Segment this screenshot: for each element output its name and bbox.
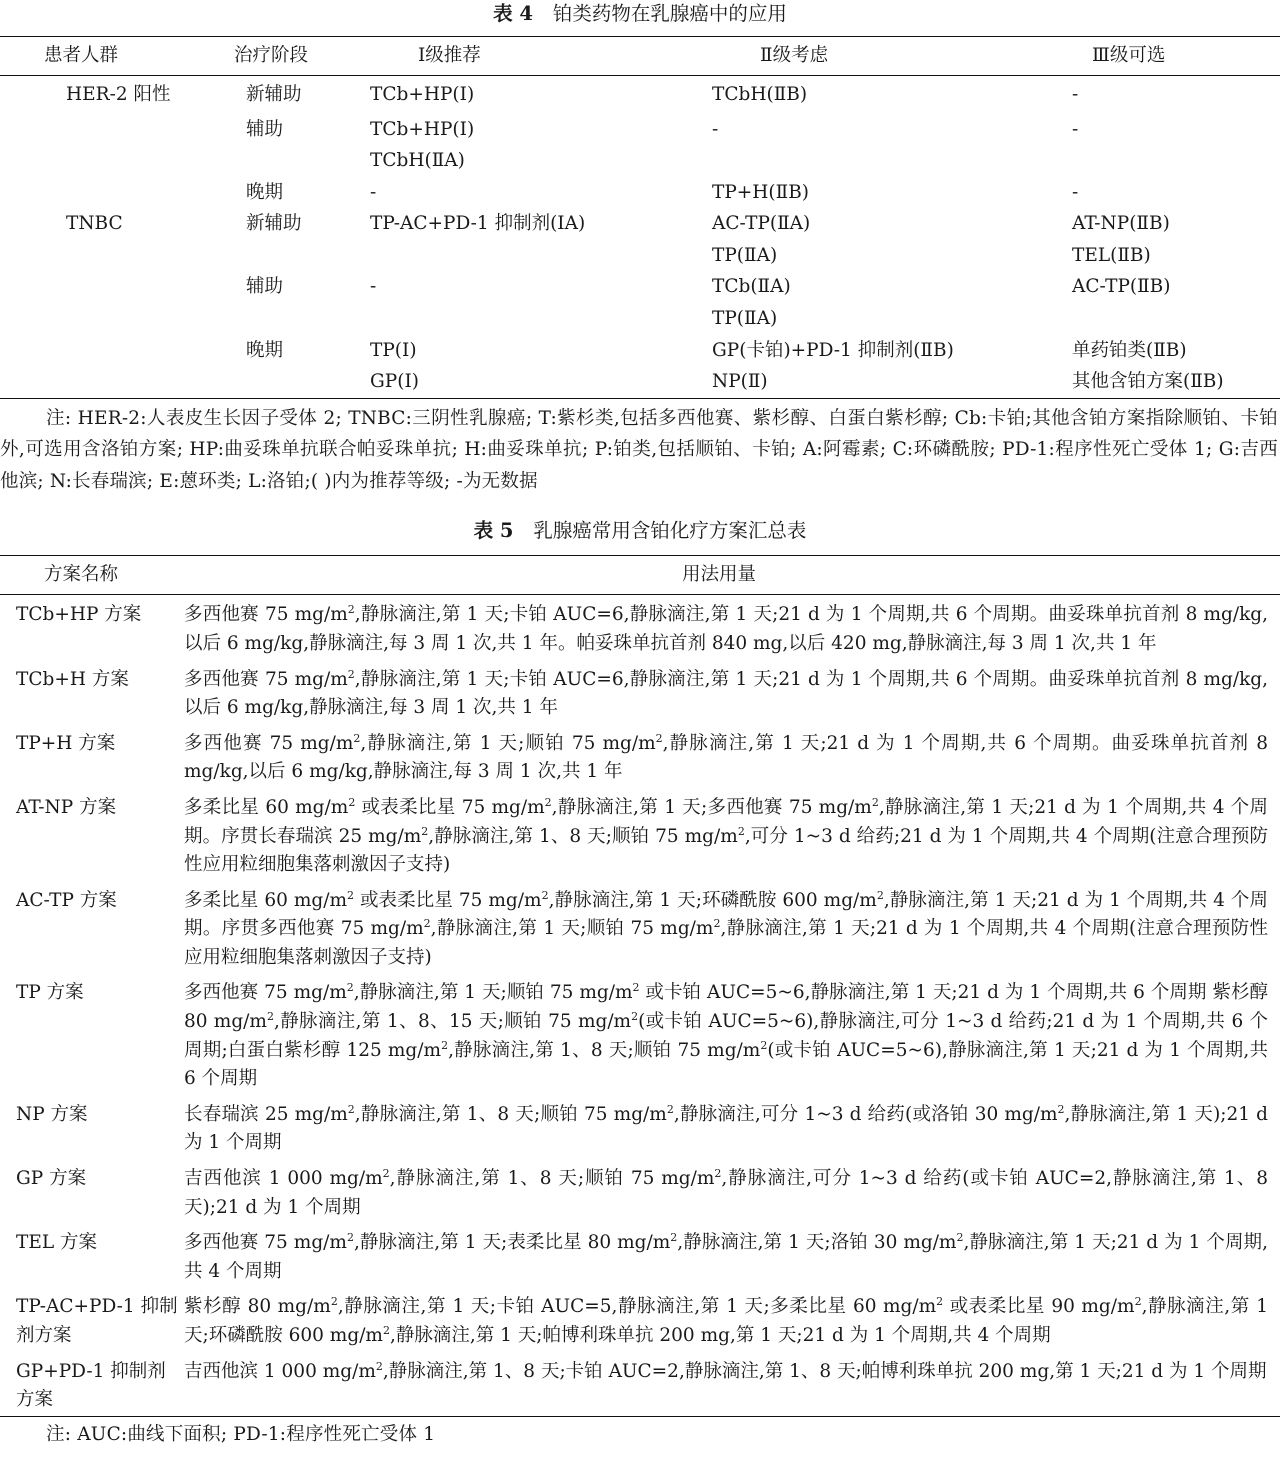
- table-cell: GP(Ⅰ): [370, 371, 419, 393]
- table-cell: TEL(ⅡB): [1072, 244, 1151, 266]
- table-cell: AC-TP(ⅡA): [712, 213, 811, 235]
- table4-note: 注: HER-2:人表皮生长因子受体 2; TNBC:三阴性乳腺癌; T:紫杉类,包括多西他赛、紫杉醇、白蛋白紫杉醇; Cb:卡铂;其他含铂方案指除顺铂、卡铂外,可选用含洛铂方案; HP:曲妥珠单抗联合帕妥珠单抗; H:曲妥珠单抗; P:铂类,包括顺铂、卡铂; A:阿霉素; C:环磷酰胺; PD-1:程序性死亡受体 1; G:吉西他滨; N:长春瑞滨; E:蒽环类; L:洛铂;( )内为推荐等级; -为无数据: [0, 407, 1278, 492]
- table-cell: TCbH(ⅡB): [712, 84, 808, 105]
- regimen-name: TP 方案: [16, 982, 84, 1004]
- regimen-dosage: 多柔比星 60 $mg/m^2$ 或表柔比星 75 $mg/m^2$,静脉滴注,第 1 天;环磷酰胺 600 $mg/m^2$,静脉滴注,第 1 天;21 d 为 1 个周期,共 4 个周期。序贯多西他赛 75 $mg/m^2$,静脉滴注,第 1 天;顺铂 75 $mg/m^2$,静脉滴注,第 1 天;21 d 为 1 个周期,共 4 个周期(注意合理预防性应用粒细胞集落刺激因子支持): [184, 888, 1269, 968]
- table-row: [0, 177, 1280, 209]
- table-cell: TP(ⅡA): [712, 308, 778, 330]
- table-row: [0, 1287, 1280, 1351]
- table5-header-cell: 方案名称: [44, 564, 119, 586]
- table-cell: 辅助: [246, 276, 284, 298]
- table-cell: [32, 177, 222, 209]
- table-cell: [32, 240, 222, 272]
- regimen-name: TCb+H 方案: [16, 668, 129, 690]
- table-row: [0, 595, 1280, 660]
- table4-header-row: [0, 37, 1280, 76]
- table-row: [0, 240, 1280, 272]
- regimen-name: GP+PD-1 抑制剂方案: [16, 1360, 166, 1411]
- regimen-name: TP-AC+PD-1 抑制剂方案: [16, 1296, 178, 1346]
- table-cell: [370, 303, 708, 335]
- table-row: [0, 76, 1280, 114]
- table-cell: AT-NP(ⅡB): [1072, 213, 1170, 235]
- table4-header-cell: Ⅱ级考虑: [760, 45, 829, 66]
- table-row: [0, 1095, 1280, 1159]
- table-cell: GP(卡铂)+PD-1 抑制剂(ⅡB): [712, 339, 954, 361]
- regimen-dosage: 多柔比星 60 $mg/m^2$ 或表柔比星 75 $mg/m^2$,静脉滴注,第 1 天;多西他赛 75 $mg/m^2$,静脉滴注,第 1 天;21 d 为 1 个周期,共 4 个周期。序贯长春瑞滨 25 $mg/m^2$,静脉滴注,第 1、8 天;顺铂 75 $mg/m^2$,可分 1~3 d 给药;21 d 为 1 个周期,共 4 个周期(注意合理预防性应用粒细胞集落刺激因子支持): [184, 795, 1268, 876]
- regimen-name: TEL 方案: [16, 1232, 98, 1254]
- table-cell: TNBC: [66, 213, 123, 235]
- table-cell: -: [1072, 181, 1079, 203]
- table-row: [0, 660, 1280, 724]
- regimen-dosage: 多西他赛 75 $mg/m^2$,静脉滴注,第 1 天;顺铂 75 $mg/m^2$ 或卡铂 AUC=5~6,静脉滴注,第 1 天;21 d 为 1 个周期,共 6 个周期 紫杉醇 80 $mg/m^2$,静脉滴注,第 1、8、15 天;顺铂 75 $mg/m^2$(或卡铂 AUC=5~6),静脉滴注,可分 1~3 d 给药;21 d 为 1 个周期,共 6 个周期;白蛋白紫杉醇 125 $mg/m^2$,静脉滴注,第 1、8 天;顺铂 75 $mg/m^2$(或卡铂 AUC=5~6),静脉滴注,第 1 天;21 d 为 1 个周期,共 6 个周期: [184, 981, 1268, 1090]
- table-cell: [32, 303, 222, 335]
- table-cell: 新辅助: [246, 213, 302, 235]
- regimen-dosage: 多西他赛 75 $mg/m^2$,静脉滴注,第 1 天;顺铂 75 $mg/m^2$,静脉滴注,第 1 天;21 d 为 1 个周期,共 6 个周期。曲妥珠单抗首剂 8 mg/kg,以后 6 mg/kg,静脉滴注,每 3 周 1 次,共 1 年: [184, 731, 1268, 783]
- table4-title: 铂类药物在乳腺癌中的应用: [552, 2, 787, 25]
- table-cell: -: [712, 118, 719, 140]
- table-row: [0, 1159, 1280, 1223]
- table-cell: TCb+HP(Ⅰ): [370, 118, 475, 140]
- table5: [0, 556, 1280, 1415]
- table4-header-cell: Ⅲ级可选: [1092, 45, 1166, 66]
- table-cell: -: [1072, 118, 1079, 140]
- table-cell: [222, 240, 370, 272]
- table4-caption: [0, 0, 1280, 28]
- table-cell: NP(Ⅱ): [712, 371, 768, 393]
- table-cell: 晚期: [246, 181, 284, 203]
- table-cell: [708, 145, 1066, 177]
- table4-header-cell: 患者人群: [44, 45, 119, 66]
- table-cell: TCb(ⅡA): [712, 276, 791, 298]
- regimen-dosage: 多西他赛 75 $mg/m^2$,静脉滴注,第 1 天;卡铂 AUC=6,静脉滴注,第 1 天;21 d 为 1 个周期,共 6 个周期。曲妥珠单抗首剂 8 mg/kg,以后 6 mg/kg,静脉滴注,每 3 周 1 次,共 1 年。帕妥珠单抗首剂 840 mg,以后 420 mg,静脉滴注,每 3 周 1 次,共 1 年: [184, 603, 1268, 654]
- table-cell: TP(ⅡA): [712, 244, 778, 266]
- table-cell: [32, 145, 222, 177]
- regimen-dosage: 紫杉醇 80 $mg/m^2$,静脉滴注,第 1 天;卡铂 AUC=5,静脉滴注,第 1 天;多柔比星 60 $mg/m^2$ 或表柔比星 90 $mg/m^2$,静脉滴注,第 1 天;环磷酰胺 600 $mg/m^2$,静脉滴注,第 1 天;帕博利珠单抗 200 mg,第 1 天;21 d 为 1 个周期,共 4 个周期: [184, 1295, 1269, 1346]
- table-row: [0, 973, 1280, 1094]
- table-cell: TCbH(ⅡA): [370, 150, 465, 172]
- table-cell: [222, 145, 370, 177]
- regimen-dosage: 多西他赛 75 $mg/m^2$,静脉滴注,第 1 天;表柔比星 80 $mg/m^2$,静脉滴注,第 1 天;洛铂 30 $mg/m^2$,静脉滴注,第 1 天;21 d 为 1 个周期,共 4 个周期: [184, 1231, 1268, 1282]
- table4: [0, 37, 1280, 398]
- table-cell: -: [370, 181, 377, 203]
- table-row: [0, 303, 1280, 335]
- table-row: [0, 788, 1280, 881]
- table5-label: 表 5: [473, 519, 514, 543]
- table-row: [0, 208, 1280, 240]
- regimen-name: TCb+HP 方案: [16, 604, 142, 626]
- table-cell: [32, 366, 222, 398]
- table-cell: [32, 335, 222, 367]
- regimen-name: TP+H 方案: [16, 732, 116, 754]
- table-row: [0, 114, 1280, 146]
- regimen-name: NP 方案: [16, 1103, 88, 1125]
- table-cell: TP-AC+PD-1 抑制剂(ⅠA): [370, 213, 586, 235]
- table5-header-cell: 用法用量: [682, 564, 757, 586]
- regimen-dosage: 长春瑞滨 25 $mg/m^2$,静脉滴注,第 1、8 天;顺铂 75 $mg/m^2$,静脉滴注,可分 1~3 d 给药(或洛铂 30 $mg/m^2$,静脉滴注,第 1 天);21 d 为 1 个周期: [184, 1102, 1268, 1154]
- regimen-dosage: 吉西他滨 1 000 $mg/m^2$,静脉滴注,第 1、8 天;卡铂 AUC=2,静脉滴注,第 1、8 天;帕博利珠单抗 200 mg,第 1 天;21 d 为 1 个周期: [184, 1359, 1267, 1382]
- regimen-dosage: 多西他赛 75 $mg/m^2$,静脉滴注,第 1 天;卡铂 AUC=6,静脉滴注,第 1 天;21 d 为 1 个周期,共 6 个周期。曲妥珠单抗首剂 8 mg/kg,以后 6 mg/kg,静脉滴注,每 3 周 1 次,共 1 年: [184, 667, 1268, 719]
- table-row: [0, 724, 1280, 788]
- table-cell: TCb+HP(Ⅰ): [370, 84, 475, 105]
- table-row: [0, 145, 1280, 177]
- regimen-name: AC-TP 方案: [16, 889, 117, 911]
- table-cell: [222, 366, 370, 398]
- table-row: [0, 335, 1280, 367]
- table4-header-cell: 治疗阶段: [234, 45, 309, 66]
- table-row: [0, 881, 1280, 974]
- table-cell: TP+H(ⅡB): [712, 181, 810, 203]
- table-cell: 晚期: [246, 339, 284, 361]
- table5-title: 乳腺癌常用含铂化疗方案汇总表: [533, 519, 807, 543]
- table-cell: [370, 240, 708, 272]
- table-cell: 新辅助: [246, 84, 302, 105]
- table-cell: [32, 114, 222, 146]
- regimen-name: AT-NP 方案: [16, 796, 117, 818]
- table-cell: HER-2 阳性: [66, 84, 171, 105]
- regimen-dosage: 吉西他滨 1 000 $mg/m^2$,静脉滴注,第 1、8 天;顺铂 75 $mg/m^2$,静脉滴注,可分 1~3 d 给药(或卡铂 AUC=2,静脉滴注,第 1、8 天);21 d 为 1 个周期: [184, 1166, 1268, 1218]
- table-row: [0, 366, 1280, 398]
- table-cell: 辅助: [246, 118, 284, 140]
- table-cell: -: [1072, 84, 1079, 105]
- regimen-name: GP 方案: [16, 1168, 87, 1190]
- table5-note: 注: AUC:曲线下面积; PD-1:程序性死亡受体 1: [46, 1423, 436, 1445]
- table5-caption: [0, 517, 1280, 545]
- table-cell: 其他含铂方案(ⅡB): [1072, 371, 1224, 393]
- table-cell: [32, 271, 222, 303]
- table4-header-cell: Ⅰ级推荐: [418, 45, 481, 66]
- table5-header-row: [0, 556, 1280, 595]
- table-row: [0, 271, 1280, 303]
- table-cell: TP(Ⅰ): [370, 339, 417, 361]
- table4-label: 表 4: [493, 2, 533, 25]
- table-cell: 单药铂类(ⅡB): [1072, 339, 1187, 361]
- table-cell: [222, 303, 370, 335]
- table-cell: [1066, 145, 1280, 177]
- table-cell: AC-TP(ⅡB): [1072, 276, 1171, 298]
- table-cell: [1066, 303, 1280, 335]
- table-cell: -: [370, 276, 377, 298]
- table-row: [0, 1223, 1280, 1287]
- table-row: [0, 1352, 1280, 1416]
